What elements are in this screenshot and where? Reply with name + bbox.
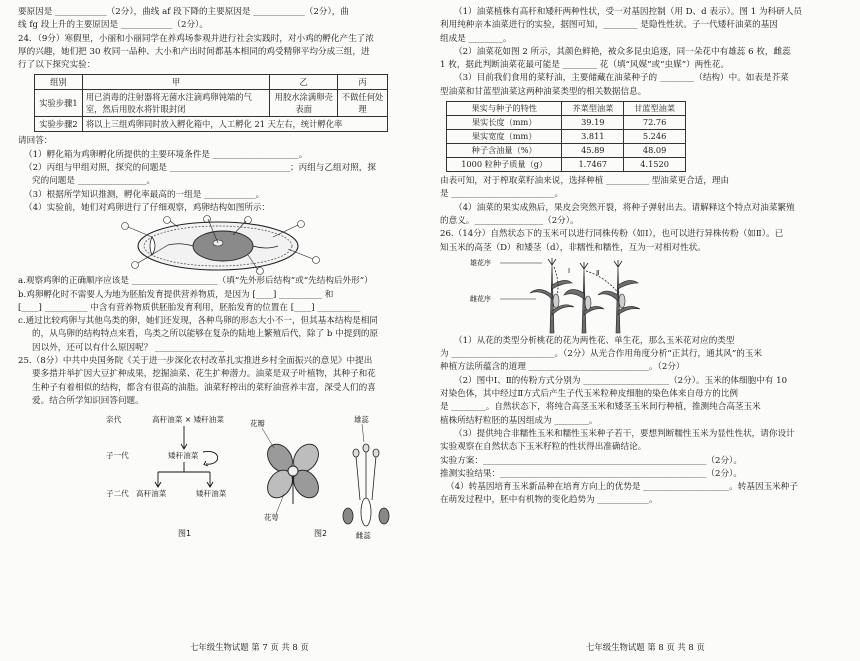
text-line: 实验方案：____________________________________________________（2分）。 xyxy=(440,455,742,466)
table-cell: 果实长度（mm） xyxy=(447,116,562,130)
tassel-label: 雄花序 xyxy=(470,258,491,267)
text-line: （4）实验前，她们对鸡卵进行了仔细观察，鸡卵结构如图所示： xyxy=(24,202,271,213)
flower-label: 雄蕊 xyxy=(354,415,369,425)
generation-label: 亲代 xyxy=(106,415,122,425)
text-line: 型油菜和甘蓝型油菜这两种油菜类型的相关数据信息。 xyxy=(440,86,647,97)
pollination-mark-ii: Ⅱ xyxy=(596,268,600,277)
question-24-line: 24．（9分）寒假里，小丽和小丽同学在养鸡场参观并进行社会实践时，对小鸡的孵化产生了浓 xyxy=(18,33,374,44)
text-line: （3）提供纯合非糯性玉米和糯性玉米种子若干，要想判断糯性玉米为显性性状，请你设计 xyxy=(454,428,795,439)
table-header: 果实与种子的特性 xyxy=(447,102,562,116)
rapeseed-data-table xyxy=(446,101,686,172)
text-line: 线 fg 段上升的主要原因是 ____________（2分）。 xyxy=(18,20,208,31)
table-cell: 种子含油量（%） xyxy=(447,144,562,158)
question-25-line: 25.（8分）中共中央国务院《关于进一步深化农村改革扎实推进乡村全面振兴的意见》中提出 xyxy=(18,356,373,367)
maize-pollination-figure xyxy=(470,255,690,335)
text-line: （4）转基因培育玉米新品种在培育方向上的优势是 ____________________。转基因玉米种子 xyxy=(446,482,798,493)
figure-1-caption: 图1 xyxy=(178,529,192,539)
text-line: b.鸡卵孵化时不需要人为地为胚胎发育提供营养物质，是因为 [____] __________ 和 xyxy=(18,289,334,300)
figure-2-caption: 图2 xyxy=(314,529,328,539)
page-footer-8: 七年级生物试题 第 8 页 共 8 页 xyxy=(586,642,705,652)
question-26-line: 26.（14分）自然状态下的玉米可以进行同株传粉（如Ⅰ），也可以进行异株传粉（如Ⅱ）。已 xyxy=(440,229,784,240)
text-line: 推测实验结果：________________________________________________（2分）。 xyxy=(440,468,742,479)
flower-label: 花萼 xyxy=(264,513,279,523)
ear-label: 雌花序 xyxy=(470,294,491,303)
question-24-line: 厚的兴趣，她们把 30 枚同一品种、大小和产出时间都基本相同的鸡受精卵平均分成三组，进 xyxy=(18,46,370,57)
figure-2-flower xyxy=(250,415,389,540)
text-line: （4）油菜的果实成熟后，果皮会突然开裂，将种子弹射出去。请解释这个特点对油菜繁殖 xyxy=(454,202,795,213)
rapeseed-figures xyxy=(18,408,418,550)
text-line: 组成是 ________。 xyxy=(440,33,512,44)
text-line: （3）目前我们食用的菜籽油，主要储藏在油菜种子的 ________（结构）中。如表是芥菜 xyxy=(454,73,789,84)
table-cell: 1000 粒种子质量（g） xyxy=(447,158,562,172)
question-25-line: 要多措并举扩因大豆扩种成果，挖掘油菜、花生扩种潜力。油菜是双子叶植物，其种子和花 xyxy=(32,369,376,380)
table-cell: 48.09 xyxy=(624,144,686,158)
text-line: 的意义。________________（2分）。 xyxy=(440,215,579,226)
table-cell: 实验步骤1 xyxy=(35,90,83,117)
text-line: 由表可知，对于榨取菜籽油来说，选择种植 __________ 型油菜更合适，理由 xyxy=(440,176,730,187)
f2-left-text: 高秆油菜 xyxy=(136,489,167,499)
table-cell: 3.811 xyxy=(562,130,624,144)
table-cell: 果实宽度（mm） xyxy=(447,130,562,144)
table-cell: 实验步骤2 xyxy=(35,117,83,132)
text-line: 实验观察在自然状态下玉米籽粒的性状得出准确结论。 xyxy=(440,442,647,453)
generation-label: 子二代 xyxy=(106,489,129,499)
text-line: （2）油菜花如图 2 所示，其颜色鲜艳，被众多昆虫追逐，同一朵花中有雄蕊 6 枚，雌蕊 xyxy=(454,46,791,57)
table-cell: 39.19 xyxy=(562,116,624,130)
generation-label: 子一代 xyxy=(106,451,129,461)
flower-label: 花瓣 xyxy=(250,419,265,429)
question-24-line: 行了以下探究实验： xyxy=(18,60,96,71)
page-7 xyxy=(18,6,426,550)
text-line: （2）图中Ⅰ、Ⅱ的传粉方式分别为 ____________________（2分）。玉米的体细胞中有 10 xyxy=(454,375,788,386)
table-header: 组别 xyxy=(35,75,83,90)
text-line: 利用纯种亲本油菜进行的实验，据图可知，________ 是隐性性状。子一代矮秆油菜的基因 xyxy=(440,20,778,31)
text-line: 是 ________________________。 xyxy=(440,189,564,200)
table-cell: 将以上三组鸡卵同时放入孵化箱中，人工孵化 21 天左右，统计孵化率 xyxy=(82,117,387,132)
table-cell: 1.7467 xyxy=(562,158,624,172)
text-line: （1）油菜植株有高秆和矮秆两种性状，受一对基因控制（用 D、d 表示）。图 1 为科研人员 xyxy=(454,7,802,17)
text-line: （2）丙组与甲组对照，探究的问题是 ____________________________；丙组与乙组对照，探 xyxy=(24,163,376,174)
text-line: c.通过比较鸡卵与其他鸟类的卵，她们还发现，各种鸟卵的形态大小不一，但其基本结构是相同 xyxy=(18,316,378,327)
page-8 xyxy=(440,6,844,508)
table-header: 乙 xyxy=(270,75,338,90)
text-line: 是 ________。自然状态下，将纯合高茎玉米和矮茎玉米间行种植，推测纯合高茎玉米 xyxy=(440,402,761,413)
table-header: 甘蓝型油菜 xyxy=(624,102,686,116)
text-line: 对染色体，其中经过Ⅱ方式后产生子代玉米粒种皮细胞的染色体来自母方的比例 xyxy=(440,389,739,400)
f2-right-text: 矮秆油菜 xyxy=(196,489,227,499)
table-cell: 4.1520 xyxy=(624,158,686,172)
text-line: 植株所结籽粒胚的基因组成为 ________。 xyxy=(440,415,598,426)
figure-1-cross-diagram xyxy=(106,414,227,538)
text-line: 因以外，还可以有什么原因呢？ ________________ xyxy=(32,342,224,353)
text-line: （3）根据所学知识推测，孵化率最高的一组是 ____________。 xyxy=(24,189,265,200)
text-line: 1 枚，据此判断油菜花最可能是 ________ 花（填“风媒”或“虫媒”）两性花。 xyxy=(440,60,730,71)
text-line: 的，从鸟卵的结构特点来看，鸟类之所以能够在复杂的陆地上繁殖后代，除了 b 中提到的原 xyxy=(32,329,379,340)
question-26-line: 知玉米的高茎（D）和矮茎（d），非糯性和糯性，互为一对相对性状。 xyxy=(440,242,706,253)
table-row xyxy=(447,158,686,172)
question-25-line: 爱。结合所学知识回答问题。 xyxy=(32,395,144,406)
text-line: 为 ________________________。（2分）从光合作用角度分析“正其行，通其风”的玉米 xyxy=(440,349,763,360)
text-line: a.观察鸡卵的正确顺序应该是 ____________________（填“先外形后结构”或“先结构后外形”） xyxy=(18,276,373,287)
text-line: 请回答： xyxy=(18,136,53,147)
table-cell: 45.89 xyxy=(562,144,624,158)
text-line: （1）从花的类型分析桃花的花为两性花、单生花，那么玉米花对应的类型 xyxy=(454,335,735,346)
f1-text: 矮秆油菜 xyxy=(168,451,199,461)
table-row xyxy=(447,116,686,130)
parent-cross-text: 高秆油菜 × 矮秆油菜 xyxy=(152,415,224,425)
table-cell: 不做任何处理 xyxy=(338,90,388,117)
text-line: [____] __________ 中含有营养物质供胚胎发育利用，胚胎发育的位置在 [____] __________ xyxy=(18,302,361,313)
table-cell: 5.246 xyxy=(624,130,686,144)
experiment-table xyxy=(34,74,388,132)
table-row xyxy=(447,130,686,144)
flower-label: 雌蕊 xyxy=(356,531,371,541)
text-line: 究的问题是 ________________。 xyxy=(32,176,156,187)
table-cell: 72.76 xyxy=(624,116,686,130)
pollination-mark-i: Ⅰ xyxy=(568,266,571,275)
text-line: 在萌发过程中，胚中有机物的变化趋势为 ____________。 xyxy=(440,495,658,506)
text-line: （1）孵化箱为鸡卵孵化所提供的主要环境条件是 ____________________。 xyxy=(24,149,308,160)
question-25-line: 生种子有着相似的结构，都含有很高的油脂。油菜籽榨出的菜籽油营养丰富，深受人们的喜 xyxy=(32,382,376,393)
table-header: 丙 xyxy=(338,75,388,90)
text-line: 要原因是 ____________（2分），曲线 af 段下降的主要原因是 ____________（2分），曲 xyxy=(18,7,349,17)
table-row xyxy=(447,144,686,158)
text-line: 种植方法所蕴含的道理 ____________________________。（2分） xyxy=(440,362,685,373)
table-header: 芥菜型油菜 xyxy=(562,102,624,116)
table-cell: 用已消毒的注射器将无菌水注滴鸡卵钝端的气室，然后用胶水将针眼封闭 xyxy=(82,90,269,117)
table-cell: 用胶水涂满卵壳表面 xyxy=(270,90,338,117)
egg-structure-figure xyxy=(108,215,328,275)
page-footer-7: 七年级生物试题 第 7 页 共 8 页 xyxy=(190,642,309,652)
table-header: 甲 xyxy=(82,75,269,90)
